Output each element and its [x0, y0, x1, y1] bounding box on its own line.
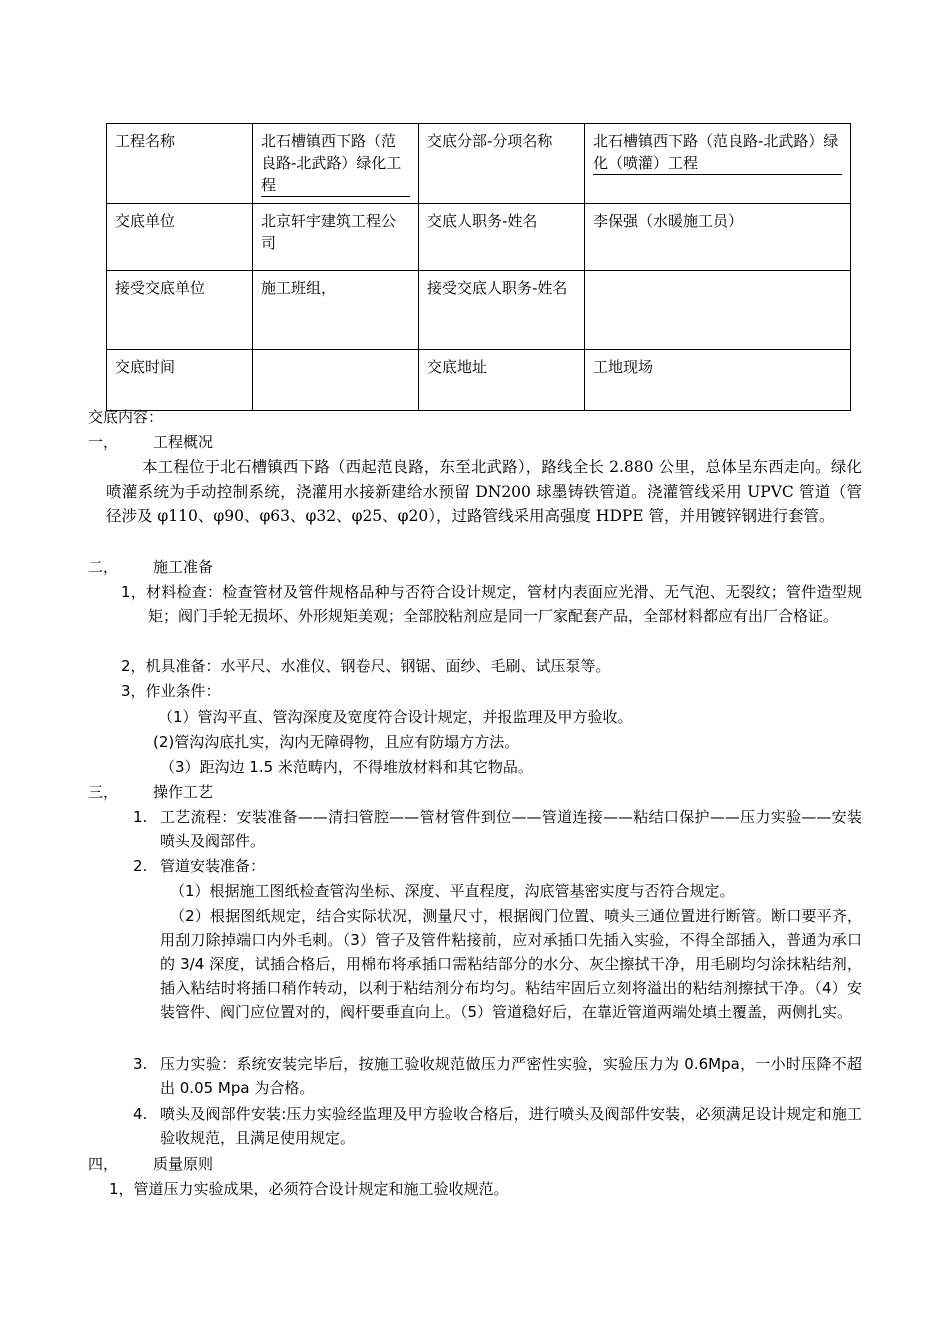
section-title: 质量原则	[153, 1155, 214, 1173]
list-number: 1.	[133, 808, 148, 826]
table-row	[107, 350, 851, 411]
list-item: (2)管沟沟底扎实，沟内无障碍物，且应有防塌方方法。	[153, 733, 520, 751]
list-number: 4.	[133, 1105, 148, 1123]
overview-paragraph: 本工程位于北石槽镇西下路（西起范良路，东至北武路），路线全长 2.880 公里，总体呈东西走向。绿化喷灌系统为手动控制系统，浇灌用水接新建给水预留 DN200 球墨铸铁管道。浇灌管线采用 UPVC 管道（管径涉及 φ110、φ90、φ63、φ32、φ25、φ20），过路管线采用高强度 HDPE 管，并用镀锌钢进行套管。	[106, 458, 862, 525]
info-table	[106, 123, 851, 411]
table-cell: 交底地址	[419, 350, 585, 411]
table-row	[107, 204, 851, 271]
list-number: 2.	[133, 857, 148, 875]
subitem-name: 北石槽镇西下路（范良路-北武路）绿化（喷灌）工程	[593, 130, 842, 175]
list-item: （1）管沟平直、管沟深度及宽度符合设计规定，并报监理及甲方验收。	[158, 708, 633, 726]
table-cell: 北京轩宇建筑工程公司	[253, 204, 419, 271]
list-item: 管道安装准备：	[160, 857, 266, 875]
table-cell: 交底分部-分项名称	[419, 124, 585, 204]
list-number: 3.	[133, 1055, 148, 1073]
table-cell: 接受交底单位	[107, 271, 253, 350]
section-number: 三，	[88, 783, 119, 801]
table-cell	[253, 350, 419, 411]
table-cell: 工地现场	[585, 350, 851, 411]
list-item: 1，管道压力实验成果，必须符合设计规定和施工验收规范。	[109, 1180, 509, 1198]
list-item: （1）根据施工图纸检查管沟坐标、深度、平直程度，沟底管基密实度与否符合规定。	[170, 882, 735, 900]
section-number: 四，	[88, 1155, 119, 1173]
list-item: 工艺流程：安装准备——清扫管腔——管材管件到位——管道连接——粘结口保护——压力实验——安装喷头及阀部件。	[160, 808, 862, 850]
content-label: 交底内容：	[88, 408, 164, 426]
table-cell: 交底单位	[107, 204, 253, 271]
list-item: （2）根据图纸规定，结合实际状况，测量尺寸，根据阀门位置、喷头三通位置进行断管。断口要平齐，用刮刀除掉端口内外毛刺。（3）管子及管件粘接前，应对承插口先插入实验，不得全部插入，普通为承口的 3/4 深度，试插合格后，用棉布将承插口需粘结部分的水分、灰尘擦拭干净，用毛刷均匀涂抹粘结剂，插入粘结时将插口稍作转动，以利于粘结剂分布均匀。粘结牢固后立刻将溢出的粘结剂擦拭干净。（4）安装管件、阀门应位置对的，阀杆要垂直向上。（5）管道稳好后，在靠近管道两端处填土覆盖，两侧扎实。	[160, 907, 862, 1021]
table-cell: 接受交底人职务-姓名	[419, 271, 585, 350]
list-item: 喷头及阀部件安装:压力实验经监理及甲方验收合格后，进行喷头及阀部件安装，必须满足设计规定和施工验收规范，且满足使用规定。	[160, 1105, 862, 1147]
project-name: 北石槽镇西下路（范良路-北武路）绿化工程	[261, 130, 410, 197]
table-cell	[585, 271, 851, 350]
section-number: 一，	[88, 433, 119, 451]
table-cell: 交底时间	[107, 350, 253, 411]
list-item: 2，机具准备：水平尺、水准仪、钢卷尺、钢锯、面纱、毛刷、试压泵等。	[121, 657, 611, 675]
list-item: （3）距沟边 1.5 米范畴内，不得堆放材料和其它物品。	[160, 758, 533, 776]
section-title: 操作工艺	[153, 783, 214, 801]
table-cell: 施工班组，	[253, 271, 419, 350]
list-item: 1，材料检查：检查管材及管件规格品种与否符合设计规定，管材内表面应光滑、无气泡、无裂纹；管件造型规矩；阀门手轮无损坏、外形规矩美观；全部胶粘剂应是同一厂家配套产品，全部材料都应有出厂合格证。	[121, 583, 862, 625]
list-item: 压力实验：系统安装完毕后，按施工验收规范做压力严密性实验，实验压力为 0.6Mpa，一小时压降不超出 0.05 Mpa 为合格。	[160, 1055, 862, 1097]
table-row	[107, 271, 851, 350]
table-cell: 李保强（水暖施工员）	[585, 204, 851, 271]
section-title: 工程概况	[153, 433, 214, 451]
table-row	[107, 124, 851, 204]
table-cell: 工程名称	[107, 124, 253, 204]
list-item: 3，作业条件：	[121, 682, 221, 700]
table-cell	[253, 124, 419, 204]
table-cell: 交底人职务-姓名	[419, 204, 585, 271]
table-cell	[585, 124, 851, 204]
section-number: 二，	[88, 558, 119, 576]
section-title: 施工准备	[153, 558, 214, 576]
